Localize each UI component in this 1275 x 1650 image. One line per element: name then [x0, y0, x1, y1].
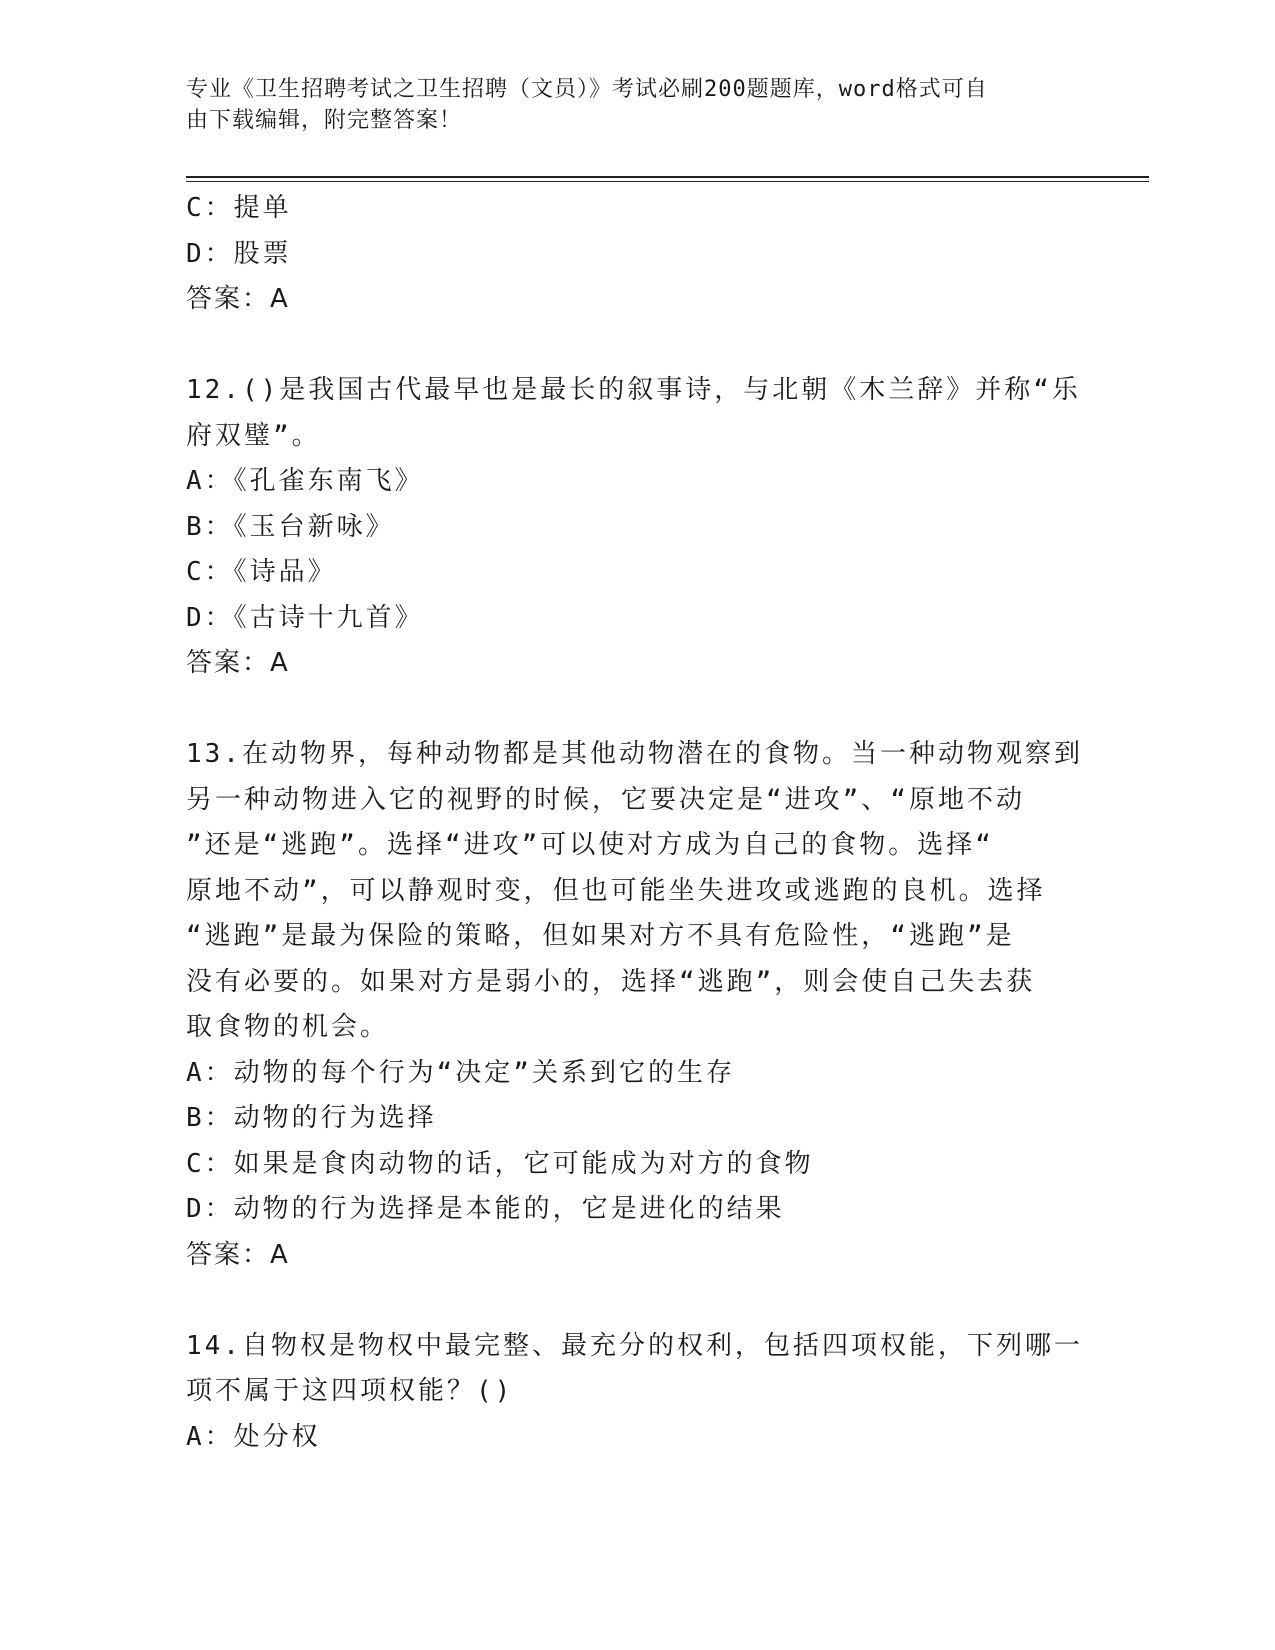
q13-stem-line-2: 另一种动物进入它的视野的时候，它要决定是“进攻”、“原地不动 — [186, 784, 1025, 815]
q12-option-a: A：《孔雀东南飞》 — [186, 466, 424, 496]
q13-stem-line-4: 原地不动”，可以静观时变，但也可能坐失进攻或逃跑的良机。选择 — [186, 875, 1046, 906]
question-14 — [186, 1324, 1083, 1461]
q13-stem-line-7: 取食物的机会。 — [186, 1012, 390, 1042]
q12-option-c: C：《诗品》 — [186, 557, 337, 587]
header-line-2: 由下载编辑，附完整答案！ — [186, 108, 463, 133]
q12-answer: 答案：A — [186, 648, 290, 678]
question-11 — [186, 186, 1066, 323]
q13-answer: 答案：A — [186, 1239, 290, 1270]
q13-option-d: D：动物的行为选择是本能的，它是进化的结果 — [186, 1194, 785, 1224]
q13-option-b: B：动物的行为选择 — [186, 1103, 437, 1133]
question-13 — [186, 732, 1083, 1278]
q14-stem-line-2: 项不属于这四项权能？() — [186, 1376, 514, 1406]
q11-option-c: C：提单 — [186, 193, 292, 223]
q11-answer: 答案：A — [186, 284, 290, 314]
header-divider-thin — [186, 181, 1149, 182]
q11-option-d: D：股票 — [186, 238, 292, 269]
header-divider-thick — [186, 176, 1149, 178]
q12-stem-line-1: 12.()是我国古代最早也是最长的叙事诗，与北朝《木兰辞》并称“乐 — [186, 375, 1081, 405]
q13-option-a: A：动物的每个行为“决定”关系到它的生存 — [186, 1057, 735, 1088]
page-header — [186, 74, 1066, 136]
q12-option-b: B：《玉台新咏》 — [186, 511, 395, 542]
q12-stem-line-2: 府双璧”。 — [186, 420, 321, 451]
q13-stem-line-3: ”还是“逃跑”。选择“进攻”可以使对方成为自己的食物。选择“ — [186, 830, 994, 860]
q13-stem-line-5: “逃跑”是最为保险的策略，但如果对方不具有危险性，“逃跑”是 — [186, 921, 1015, 951]
question-12 — [186, 368, 1081, 687]
question-spacer — [186, 1278, 1066, 1324]
q14-stem-line-1: 14.自物权是物权中最完整、最充分的权利，包括四项权能，下列哪一 — [186, 1330, 1083, 1361]
question-list — [186, 186, 1083, 1460]
question-spacer — [186, 323, 1066, 369]
q13-stem-line-6: 没有必要的。如果对方是弱小的，选择“逃跑”，则会使自己失去获 — [186, 966, 1036, 997]
q12-option-d: D：《古诗十九首》 — [186, 602, 424, 633]
question-spacer — [186, 687, 1066, 733]
q13-stem-line-1: 13.在动物界，每种动物都是其他动物潜在的食物。当一种动物观察到 — [186, 739, 1083, 769]
header-line-1: 专业《卫生招聘考试之卫生招聘（文员）》考试必刷200题题库，word格式可自 — [186, 77, 988, 102]
q13-option-c: C：如果是食肉动物的话，它可能成为对方的食物 — [186, 1148, 814, 1179]
q14-option-a: A：处分权 — [186, 1421, 321, 1452]
